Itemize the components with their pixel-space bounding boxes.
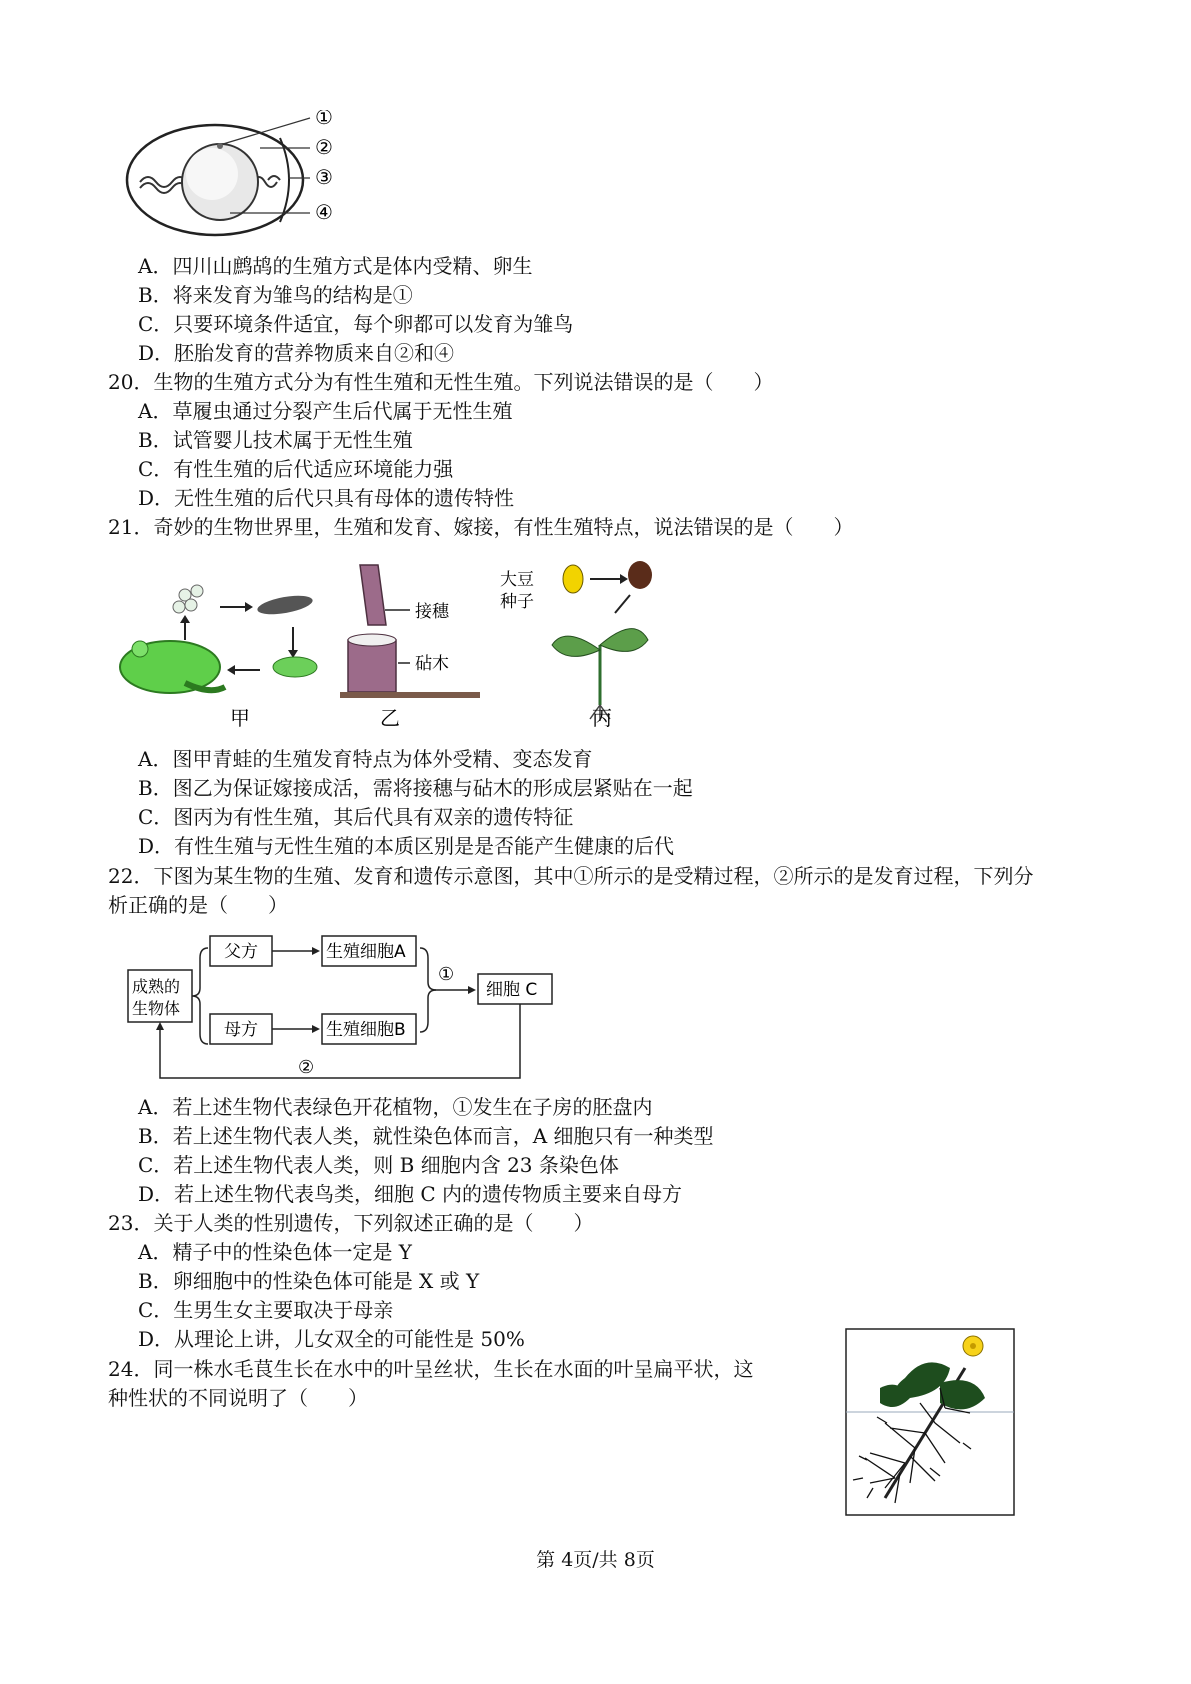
figure-label-yi: 乙 xyxy=(380,706,400,730)
egg-label-1: ① xyxy=(315,110,333,129)
mother-label: 母方 xyxy=(224,1020,258,1040)
q22-option-d: D．若上述生物代表鸟类，细胞 C 内的遗传物质主要来自母方 xyxy=(138,1182,683,1206)
q19-option-c: C．只要环境条件适宜，每个卵都可以发育为雏鸟 xyxy=(138,312,574,336)
q19-option-a: A．四川山鹧鸪的生殖方式是体内受精、卵生 xyxy=(138,254,533,278)
q23-option-a: A．精子中的性染色体一定是 Y xyxy=(138,1240,413,1264)
q23-option-b: B．卵细胞中的性染色体可能是 X 或 Y xyxy=(138,1269,480,1293)
q21-option-b: B．图乙为保证嫁接成活，需将接穗与砧木的形成层紧贴在一起 xyxy=(138,776,693,800)
q23-option-d: D．从理论上讲，儿女双全的可能性是 50% xyxy=(138,1327,525,1351)
reproduction-flow-diagram xyxy=(120,930,620,1090)
grafting-image xyxy=(340,565,480,698)
egg-structure-figure xyxy=(120,110,380,245)
q21-option-a: A．图甲青蛙的生殖发育特点为体外受精、变态发育 xyxy=(138,747,593,771)
q20-option-a: A．草履虫通过分裂产生后代属于无性生殖 xyxy=(138,399,513,423)
soybean-label-2: 种子 xyxy=(500,592,534,612)
q21-stem: 21．奇妙的生物世界里，生殖和发育、嫁接，有性生殖特点，说法错误的是（ ） xyxy=(108,515,854,539)
q22-option-a: A．若上述生物代表绿色开花植物，①发生在子房的胚盘内 xyxy=(138,1095,653,1119)
egg-label-4: ④ xyxy=(315,200,333,224)
rootstock-label: 砧木 xyxy=(415,654,449,674)
q20-stem: 20．生物的生殖方式分为有性生殖和无性生殖。下列说法错误的是（ ） xyxy=(108,370,774,394)
q22-stem-line-2: 析正确的是（ ） xyxy=(108,893,288,917)
q21-option-d: D．有性生殖与无性生殖的本质区别是是否能产生健康的后代 xyxy=(138,834,675,858)
cell-c-label: 细胞 C xyxy=(486,980,538,1000)
step-2-label: ② xyxy=(298,1057,315,1078)
scion-label: 接穗 xyxy=(415,602,449,622)
figure-label-jia: 甲 xyxy=(230,706,250,730)
germ-cell-b-label: 生殖细胞B xyxy=(326,1020,406,1040)
q19-option-d: D．胚胎发育的营养物质来自②和④ xyxy=(138,341,455,365)
q20-option-b: B．试管婴儿技术属于无性生殖 xyxy=(138,428,413,452)
q21-option-c: C．图丙为有性生殖，其后代具有双亲的遗传特征 xyxy=(138,805,574,829)
q22-option-c: C．若上述生物代表人类，则 B 细胞内含 23 条染色体 xyxy=(138,1153,619,1177)
q20-option-d: D．无性生殖的后代只具有母体的遗传特性 xyxy=(138,486,515,510)
egg-label-2: ② xyxy=(315,135,333,159)
mature-organism-label-1: 成熟的 xyxy=(132,977,181,996)
germ-cell-a-label: 生殖细胞A xyxy=(326,942,406,962)
mature-organism-label-2: 生物体 xyxy=(132,999,181,1018)
egg-label-3: ③ xyxy=(315,165,333,189)
q22-stem-line-1: 22．下图为某生物的生殖、发育和遗传示意图，其中①所示的是受精过程，②所示的是发育过程，下列分 xyxy=(108,864,1034,888)
step-1-label: ① xyxy=(438,964,455,985)
figure-label-bing: 丙 xyxy=(592,706,612,730)
q24-stem-line-2: 种性状的不同说明了（ ） xyxy=(108,1386,368,1410)
q20-option-c: C．有性生殖的后代适应环境能力强 xyxy=(138,457,454,481)
frog-cycle-image xyxy=(120,585,317,693)
soybean-image xyxy=(552,561,652,721)
q23-stem: 23．关于人类的性别遗传，下列叙述正确的是（ ） xyxy=(108,1211,594,1235)
reproduction-figure xyxy=(115,555,695,735)
water-buttercup-image xyxy=(845,1328,1015,1516)
q24-stem-line-1: 24．同一株水毛茛生长在水中的叶呈丝状，生长在水面的叶呈扁平状，这 xyxy=(108,1357,754,1381)
father-label: 父方 xyxy=(224,942,258,962)
q19-option-b: B．将来发育为雏鸟的结构是① xyxy=(138,283,413,307)
q22-option-b: B．若上述生物代表人类，就性染色体而言，A 细胞只有一种类型 xyxy=(138,1124,714,1148)
q23-option-c: C．生男生女主要取决于母亲 xyxy=(138,1298,394,1322)
page-footer: 第 4页/共 8页 xyxy=(536,1549,655,1571)
soybean-label-1: 大豆 xyxy=(500,570,534,590)
